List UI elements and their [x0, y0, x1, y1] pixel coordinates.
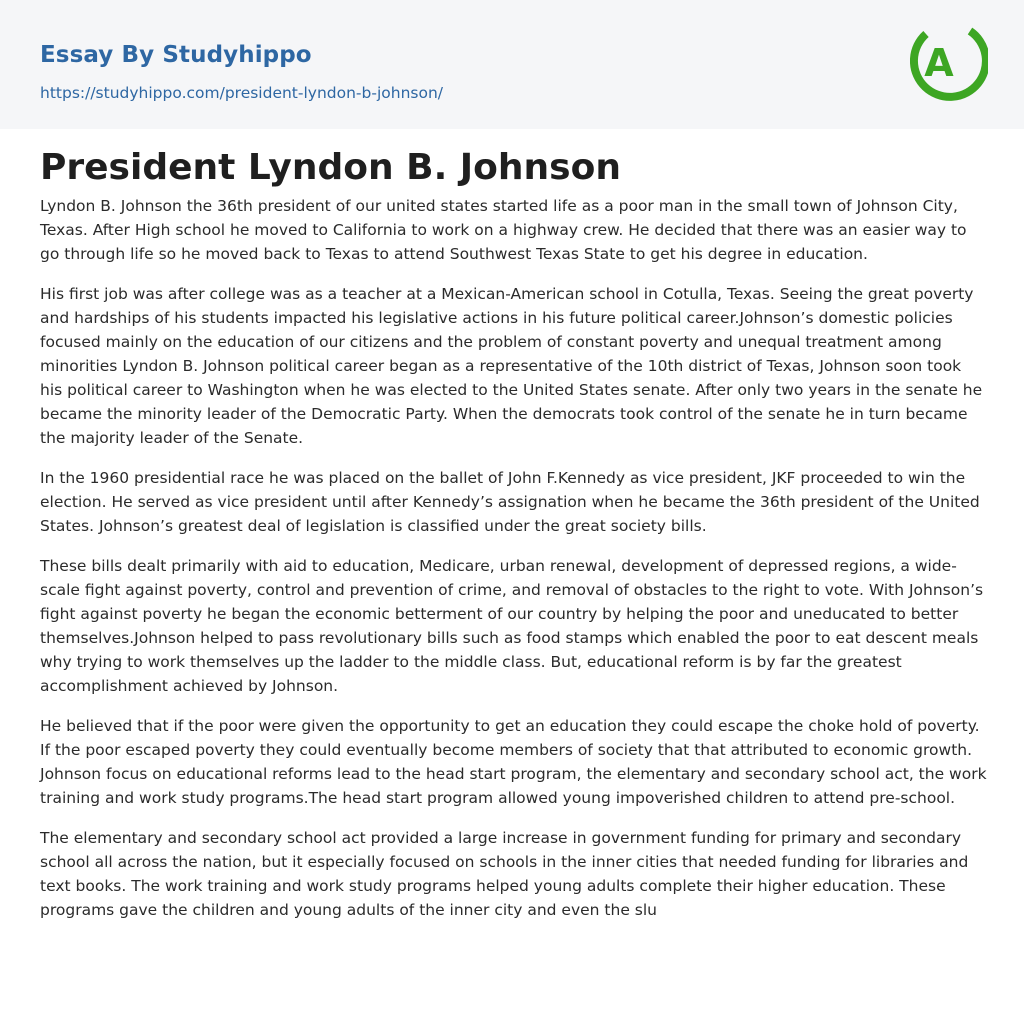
article-paragraph: He believed that if the poor were given the opportunity to get an education they could escape the choke hold of poverty. If the poor escaped poverty they could eventually become members of society that that attributed to economic growth. Johnson focus on educational reforms lead to the head start program, the elementary and secondary school act, the work training and work study programs.The head start program allowed young impoverished children to attend pre-school. [40, 717, 987, 807]
article-title: President Lyndon B. Johnson [40, 147, 621, 188]
studyhippo-logo-icon[interactable] [910, 18, 988, 106]
article-paragraph: His first job was after college was as a teacher at a Mexican-American school in Cotulla, Texas. Seeing the great poverty and hardships of his students impacted his legislative actions in his future political career.Johnson’s domestic policies focused mainly on the education of our citizens and the problem of constant poverty and unequal treatment among minorities Lyndon B. Johnson political career began as a representative of the 10th district of Texas, Johnson soon took his political career to Washington when he was elected to the United States senate. After only two years in the senate he became the minority leader of the Democratic Party. When the democrats took control of the senate he in turn became the majority leader of the Senate. [40, 285, 983, 447]
article-paragraph: The elementary and secondary school act provided a large increase in government funding for primary and secondary school all across the nation, but it especially focused on schools in the inner cities that needed funding for libraries and text books. The work training and work study programs helped young adults complete their higher education. These programs gave the children and young adults of the inner city and even the slu [40, 829, 969, 919]
article-body [40, 194, 988, 938]
article-url-link[interactable]: https://studyhippo.com/president-lyndon-b-johnson/ [40, 84, 443, 102]
logo-letter: A [924, 41, 954, 85]
article-paragraph: In the 1960 presidential race he was placed on the ballet of John F.Kennedy as vice president, JKF proceeded to win the election. He served as vice president until after Kennedy’s assignation when he became the 36th president of the United States. Johnson’s greatest deal of legislation is classified under the great society bills. [40, 469, 980, 535]
article-paragraph: These bills dealt primarily with aid to education, Medicare, urban renewal, development of depressed regions, a wide-scale fight against poverty, control and prevention of crime, and removal of obstacles to the right to vote. With Johnson’s fight against poverty he began the economic betterment of our country by helping the poor and uneducated to better themselves.Johnson helped to pass revolutionary bills such as food stamps which enabled the poor to eat descent meals why trying to work themselves up the ladder to the middle class. But, educational reform is by far the greatest accomplishment achieved by Johnson. [40, 557, 984, 695]
site-brand[interactable]: Essay By Studyhippo [40, 42, 312, 68]
article-paragraph: Lyndon B. Johnson the 36th president of our united states started life as a poor man in the small town of Johnson City, Texas. After High school he moved to California to work on a highway crew. He decided that there was an easier way to go through life so he moved back to Texas to attend Southwest Texas State to get his degree in education. [40, 197, 967, 263]
